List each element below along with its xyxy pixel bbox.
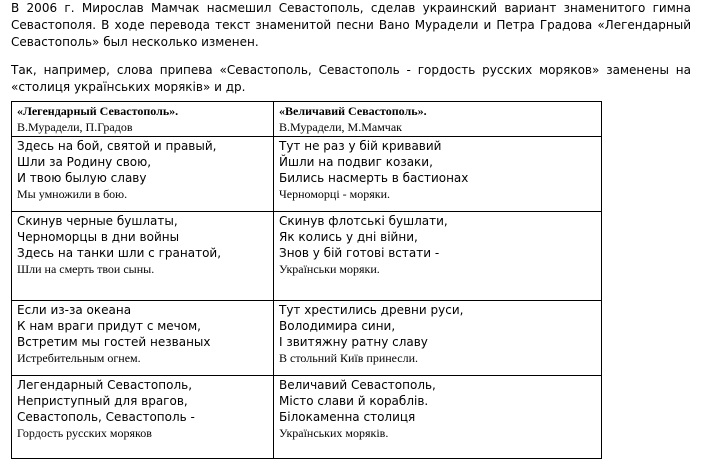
verse-line: Здесь на танки шли с гранатой, <box>17 246 222 260</box>
left-verse-cell <box>12 376 274 459</box>
verse-line: Шли за Родину свою, <box>17 155 152 169</box>
right-verse-cell <box>274 137 602 212</box>
right-header-cell <box>274 102 602 137</box>
verse-line: Величавий Севастополь, <box>279 378 436 392</box>
verse-line: Неприступный для врагов, <box>17 394 188 408</box>
verse-line: Володимира сини, <box>279 319 396 333</box>
left-song-authors: В.Мурадели, П.Градов <box>17 120 133 134</box>
verse-line: І звитяжну ратну славу <box>279 335 428 349</box>
verse-line: В стольний Київ принесли. <box>279 351 419 365</box>
verse-line: Бились насмерть в бастионах <box>279 171 469 185</box>
left-verse-cell <box>12 137 274 212</box>
verse-line: Йшли на подвиг козаки, <box>279 155 433 169</box>
verse-line: Шли на смерть твои сыны. <box>17 262 155 276</box>
verse-line: Здесь на бой, святой и правый, <box>17 139 217 153</box>
verse-line: Скинув флотські бушлати, <box>279 214 448 228</box>
verse-line: Легендарный Севастополь, <box>17 378 193 392</box>
verse-line: Гордость русских моряков <box>17 426 152 440</box>
right-verse-cell <box>274 376 602 459</box>
verse-line: Білокаменна столиця <box>279 410 416 424</box>
table-header-row <box>12 102 602 137</box>
right-verse-cell <box>274 301 602 376</box>
verse-line: Истребительным огнем. <box>17 351 141 365</box>
intro-text <box>11 0 691 96</box>
lyrics-comparison-table <box>11 101 602 459</box>
table-row <box>12 376 602 459</box>
verse-line: Севастополь, Севастополь - <box>17 410 195 424</box>
verse-line: Як колись у дні війни, <box>279 230 418 244</box>
verse-line: К нам враги придут с мечом, <box>17 319 201 333</box>
table-row <box>12 137 602 212</box>
left-header-cell <box>12 102 274 137</box>
table-row <box>12 212 602 301</box>
verse-line: Черноморцы в дни войны <box>17 230 180 244</box>
verse-line: Мы умножили в бою. <box>17 187 128 201</box>
intro-paragraph-1: В 2006 г. Мирослав Мамчак насмешил Севастополь, сделав украинский вариант знаменитого гимна Севастополя. В ходе перевода текст знаменитой песни Вано Мурадели и Петра Градова «Легендарный Севастополь» был несколько изменен. <box>11 1 691 49</box>
verse-line: Черноморці - моряки. <box>279 187 391 201</box>
left-song-title: «Легендарный Севастополь». <box>17 104 179 118</box>
intro-paragraph-2: Так, например, слова припева «Севастополь, Севастополь - гордость русских моряков» заменены на «столиця українських моряків» и др. <box>11 63 691 94</box>
verse-line: И твою былую славу <box>17 171 147 185</box>
verse-line: Встретим мы гостей незваных <box>17 335 211 349</box>
verse-line: Если из-за океана <box>17 303 132 317</box>
left-verse-cell <box>12 212 274 301</box>
verse-line: Скинув черные бушлаты, <box>17 214 178 228</box>
verse-line: Тут хрестились древни руси, <box>279 303 464 317</box>
left-verse-cell <box>12 301 274 376</box>
verse-line: Українськи моряки. <box>279 262 380 276</box>
right-song-title: «Величавий Севастополь». <box>279 104 427 118</box>
table-row <box>12 301 602 376</box>
right-song-authors: В.Мурадели, М.Мамчак <box>279 120 402 134</box>
verse-line: Знов у бій готові встати - <box>279 246 440 260</box>
right-verse-cell <box>274 212 602 301</box>
verse-line: Українських моряків. <box>279 426 389 440</box>
verse-line: Місто слави й кораблів. <box>279 394 429 408</box>
verse-line: Тут не раз у бій кривавий <box>279 139 442 153</box>
